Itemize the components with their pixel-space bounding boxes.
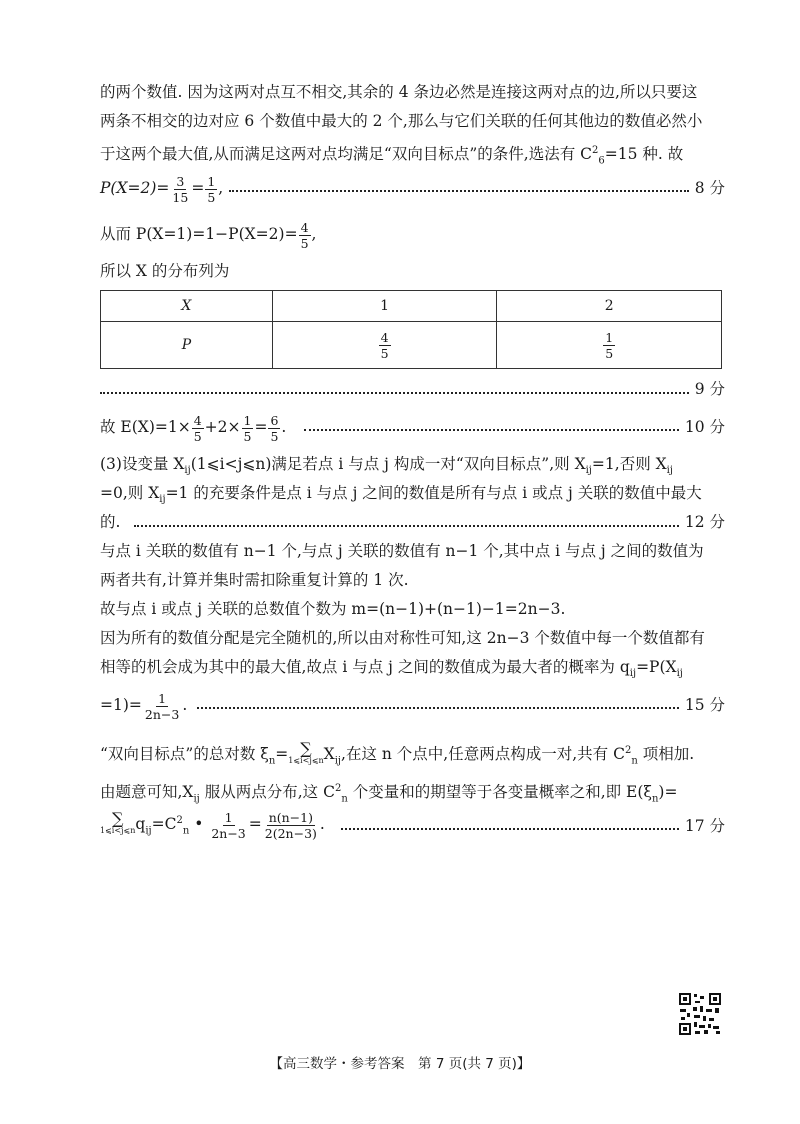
- score-line: [100, 682, 725, 728]
- table-cell: $\frac{1}{5}$: [497, 322, 722, 369]
- score-line: [100, 375, 725, 404]
- text-line: (3)设变量 $X_{ij}(1⩽i<j⩽n)$满足若点 i 与点 j 构成一对“双向目标点”,则 $X_{ij}=1$,否则 $X_{ij}$: [100, 455, 673, 477]
- score-line: [100, 165, 725, 211]
- score-line: [100, 803, 725, 849]
- leader-dots: [100, 392, 689, 394]
- leader-dots: [197, 707, 679, 709]
- score-line: [100, 508, 725, 537]
- text-line: 由题意可知$,X_{ij}$ 服从两点分布,这 $C^2_n$ 个变量和的期望等于各变量概率之和,即 $E(\xi_n)=$: [100, 783, 678, 805]
- text-line: 从而 P(X=1)=1−P(X=2)= $\frac{4}{5}$ ,: [100, 219, 317, 251]
- score-points: 10 分: [684, 418, 725, 436]
- table-row-label: P: [101, 322, 273, 369]
- score-points: 9 分: [694, 380, 725, 398]
- text-line: 故与点 i 或点 j 关联的总数值个数为 m=(n−1)+(n−1)−1=2n−3.: [100, 600, 566, 618]
- leader-dots: [304, 429, 678, 431]
- text-segment: =15 种. 故: [604, 145, 684, 164]
- text-line: 因为所有的数值分配是完全随机的,所以由对称性可知,这 2n−3 个数值中每一个数值都有: [100, 629, 705, 647]
- leader-dots: [229, 190, 689, 192]
- page-footer: 【高三数学・参考答案 第 7 页(共 7 页)】: [269, 1056, 531, 1072]
- score-line: [100, 404, 725, 450]
- score-points: 12 分: [684, 513, 725, 531]
- answer-content: [100, 78, 725, 849]
- qr-code-icon: [678, 992, 722, 1036]
- text-segment: 于这两个最大值,从而满足这两对点均满足“双向目标点”的条件,选法有 C: [100, 145, 592, 164]
- text-line: “双向目标点”的总对数 $\xi_n=$ ∑ 1⩽i<j⩽n $X_{ij}$,在这 n 个点中,任意两点构成一对,共有 $C^2_n$ 项相加.: [100, 739, 695, 767]
- formula: ∑ 1⩽i<j⩽n $q_{ij}=C^2_n$ • $\frac{1}{2n-3}$ = $\frac{n(n-1)}{2(2n-3)}$ .: [100, 809, 325, 841]
- formula: 从而 P(X=1)=1−P(X=2)=: [100, 225, 298, 243]
- distribution-table: [100, 290, 722, 369]
- formula: =1)= $\frac{1}{2n-3}$ .: [100, 690, 188, 722]
- subscript: 6: [598, 155, 605, 167]
- leader-dots: [341, 828, 679, 830]
- formula: 故 E(X)=1× $\frac{4}{5}$ +2× $\frac{1}{5}$ = $\frac{6}{5}$ .: [100, 412, 287, 444]
- leader-dots: [134, 525, 678, 527]
- superscript: 2: [592, 145, 599, 156]
- score-points: 15 分: [684, 696, 725, 714]
- text-line: 与点 i 关联的数值有 n−1 个,与点 j 关联的数值有 n−1 个,其中点 i 与点 j 之间的数值为: [100, 542, 704, 560]
- table-cell: $\frac{4}{5}$: [272, 322, 497, 369]
- table-header-cell: X: [101, 291, 273, 322]
- text-line: =0,则 $X_{ij}=1$ 的充要条件是点 i 与点 j 之间的数值是所有与点 i 或点 j 关联的数值中最大: [100, 484, 702, 506]
- table-header-cell: 1: [272, 291, 497, 322]
- text-line: [100, 136, 725, 165]
- score-points: 17 分: [684, 817, 725, 835]
- text-line: 相等的机会成为其中的最大值,故点 i 与点 j 之间的数值成为最大者的概率为 $q_{ij}=P(X_{ij}$: [100, 658, 683, 680]
- text-line: 所以 X 的分布列为: [100, 262, 230, 280]
- text-segment: 的.: [100, 513, 121, 531]
- text-line: 的两个数值. 因为这两对点互不相交,其余的 4 条边必然是连接这两对点的边,所以只要这: [100, 83, 698, 101]
- text-line: 两者共有,计算并集时需扣除重复计算的 1 次.: [100, 571, 409, 589]
- score-points: 8 分: [694, 179, 725, 197]
- text-line: 两条不相交的边对应 6 个数值中最大的 2 个,那么与它们关联的任何其他边的数值必然小: [100, 112, 703, 130]
- table-header-cell: 2: [497, 291, 722, 322]
- formula: P(X=2)= $\frac{3}{15}$ = $\frac{1}{5}$ ,: [100, 173, 224, 205]
